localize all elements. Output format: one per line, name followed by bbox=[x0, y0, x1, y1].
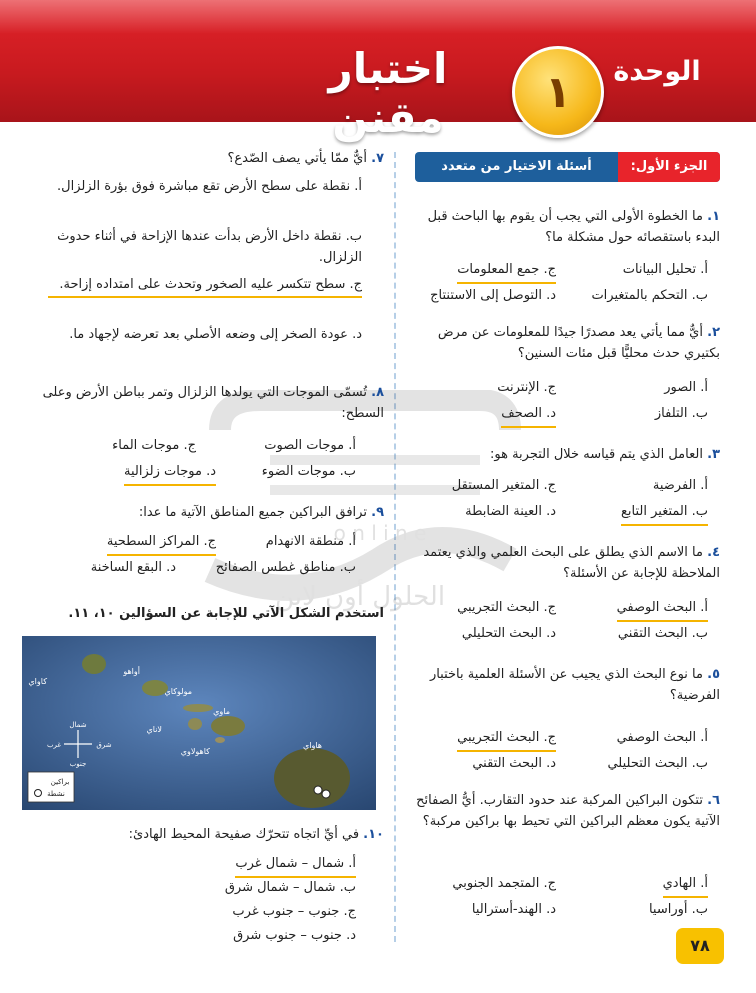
option-b[interactable]: ب. التحكم بالمتغيرات bbox=[591, 288, 708, 303]
question-2 bbox=[410, 322, 720, 364]
option-c[interactable]: ج. البحث التجريبي bbox=[457, 600, 556, 615]
option-d[interactable]: د. الصحف bbox=[501, 402, 556, 428]
map-label-lanai: لاناي bbox=[146, 725, 162, 734]
map-instruction: استخدم الشكل الآتي للإجابة عن السؤالين ١٠، ١١. bbox=[68, 606, 384, 621]
island-lanai bbox=[188, 718, 202, 730]
section-type-label: أسئلة الاختيار من متعدد bbox=[441, 159, 592, 174]
option-c[interactable]: ج. المتجمد الجنوبي bbox=[452, 876, 556, 891]
option-c[interactable]: ج. البحث التجريبي bbox=[457, 726, 556, 752]
question-8 bbox=[22, 382, 384, 424]
option-d[interactable]: د. البحث التقني bbox=[472, 756, 556, 771]
option-a[interactable]: أ. الفرضية bbox=[652, 478, 708, 493]
banner-shine bbox=[0, 0, 756, 34]
unit-banner bbox=[0, 0, 756, 142]
watermark-arabic: الحلول أون لاين bbox=[274, 582, 446, 612]
question-number: ٨. bbox=[371, 385, 384, 400]
question-4 bbox=[410, 542, 720, 584]
option-d[interactable]: د. البقع الساخنة bbox=[90, 560, 176, 575]
column-divider bbox=[394, 152, 396, 942]
question-number: ١٠. bbox=[363, 827, 384, 842]
unit-number-badge bbox=[512, 46, 604, 138]
option-b[interactable]: ب. شمال – شمال شرق bbox=[224, 880, 356, 895]
question-text: ترافق البراكين جميع المناطق الآتية ما عدا: bbox=[138, 505, 367, 520]
island-hawaii bbox=[274, 748, 350, 808]
option-c[interactable]: ج. جمع المعلومات bbox=[457, 258, 556, 284]
compass-north: شمال bbox=[69, 721, 87, 729]
map-label-kauai: كاواي bbox=[28, 677, 47, 686]
unit-word: الوحدة bbox=[613, 56, 701, 87]
option-d[interactable]: د. الهند-أستراليا bbox=[471, 902, 556, 917]
compass-west: غرب bbox=[46, 741, 62, 749]
question-text: ما الخطوة الأولى التي يجب أن يقوم بها الباحث قبل البدء باستقصائه حول مشكلة ما؟ bbox=[427, 209, 720, 245]
option-a[interactable]: أ. البحث الوصفي bbox=[616, 730, 708, 745]
question-7 bbox=[22, 148, 384, 169]
option-d[interactable]: د. التوصل إلى الاستنتاج bbox=[430, 288, 556, 303]
question-number: ١. bbox=[707, 209, 720, 224]
question-number: ٧. bbox=[371, 151, 384, 166]
question-text: أيٌّ مما يأتي يعد مصدرًا جيدًا للمعلومات عن مرض بكتيري حدث محليًّا قبل مئات السنين؟ bbox=[437, 325, 720, 361]
unit-number: ١ bbox=[544, 66, 572, 118]
map-label-hawaii: هاواي bbox=[302, 741, 322, 750]
question-text: العامل الذي يتم قياسه خلال التجربة هو: bbox=[489, 447, 703, 462]
question-6 bbox=[410, 790, 720, 832]
question-number: ٩. bbox=[371, 505, 384, 520]
option-b[interactable]: ب. أوراسيا bbox=[648, 902, 708, 917]
compass-east: شرق bbox=[96, 741, 112, 749]
option-a[interactable]: أ. تحليل البيانات bbox=[622, 262, 708, 277]
option-a[interactable]: أ. الصور bbox=[664, 380, 708, 395]
option-a[interactable]: أ. شمال – شمال غرب bbox=[235, 852, 356, 878]
active-volcano-marker bbox=[322, 790, 330, 798]
active-volcano-marker bbox=[314, 786, 322, 794]
island-kahoolawe bbox=[215, 737, 225, 743]
map-label-kahoolawe: كاهولاوي bbox=[180, 747, 210, 756]
question-number: ٥. bbox=[707, 667, 720, 682]
map-legend bbox=[28, 772, 74, 802]
question-7-option-b[interactable]: ب. نقطة داخل الأرض بدأت عندها الإزاحة في أثناء حدوث الزلزال. bbox=[57, 229, 362, 265]
question-number: ٣. bbox=[707, 447, 720, 462]
question-text: في أيِّ اتجاه تتحرّك صفيحة المحيط الهادئ: bbox=[128, 827, 360, 842]
question-text: تُسمّى الموجات التي يولدها الزلزال وتمر بباطن الأرض وعلى السطح: bbox=[42, 385, 384, 421]
hawaii-map bbox=[22, 636, 376, 810]
option-d[interactable]: د. موجات زلزالية bbox=[124, 460, 216, 486]
compass-south: جنوب bbox=[69, 760, 87, 768]
question-1 bbox=[410, 206, 720, 248]
question-text: ما الاسم الذي يطلق على البحث العلمي والذي يعتمد الملاحظة للإجابة عن الأسئلة؟ bbox=[423, 545, 720, 581]
question-9 bbox=[22, 502, 384, 523]
question-7-option-a[interactable]: أ. نقطة على سطح الأرض تقع مباشرة فوق بؤرة الزلزال. bbox=[57, 179, 362, 194]
map-label-molokai: مولوكاي bbox=[164, 687, 192, 696]
option-d[interactable]: د. جنوب – جنوب شرق bbox=[233, 928, 356, 943]
option-b[interactable]: ب. البحث التقني bbox=[617, 626, 708, 641]
option-b[interactable]: ب. التلفاز bbox=[654, 406, 708, 421]
page-title: اختبار مقنن bbox=[328, 44, 448, 142]
page-number: ٧٨ bbox=[676, 928, 724, 964]
legend-line-1: براكين bbox=[50, 778, 70, 786]
option-c[interactable]: ج. المراكز السطحية bbox=[107, 530, 216, 556]
question-number: ٦. bbox=[707, 793, 720, 808]
option-a[interactable]: أ. الهادي bbox=[663, 872, 708, 898]
option-a[interactable]: أ. منطقة الانهدام bbox=[265, 534, 356, 549]
question-number: ٤. bbox=[707, 545, 720, 560]
question-text: ما نوع البحث الذي يجيب عن الأسئلة العلمية باختبار الفرضية؟ bbox=[429, 667, 720, 703]
map-label-maui: ماوي bbox=[213, 707, 230, 716]
island-maui bbox=[211, 716, 245, 736]
option-b[interactable]: ب. موجات الضوء bbox=[261, 464, 356, 479]
option-c[interactable]: ج. جنوب – جنوب غرب bbox=[232, 904, 356, 919]
island-molokai bbox=[183, 704, 213, 712]
map-label-oahu: أواهو bbox=[123, 667, 140, 676]
option-a[interactable]: أ. البحث الوصفي bbox=[617, 596, 708, 622]
section-part-label: الجزء الأول: bbox=[618, 152, 720, 182]
legend-line-2: نشطة bbox=[47, 790, 65, 798]
option-c[interactable]: ج. موجات الماء bbox=[112, 438, 196, 453]
watermark-latin: o n l i n e bbox=[333, 521, 427, 545]
question-7-option-d[interactable]: د. عودة الصخر إلى وضعه الأصلي بعد تعرضه لإجهاد ما. bbox=[69, 327, 362, 342]
question-number: ٢. bbox=[707, 325, 720, 340]
option-b[interactable]: ب. البحث التحليلي bbox=[607, 756, 708, 771]
map-graphic bbox=[22, 636, 376, 810]
question-5 bbox=[410, 664, 720, 706]
island-kauai bbox=[82, 654, 106, 674]
question-7-option-c[interactable]: ج. سطح تتكسر عليه الصخور وتحدث على امتداده إزاحة. bbox=[48, 274, 362, 298]
question-text: تتكون البراكين المركبة عند حدود التقارب. أيُّ الصفائح الآتية يكون معظم البراكين التي تحيط بها براكين مركبة؟ bbox=[416, 793, 720, 829]
question-3 bbox=[410, 444, 720, 465]
option-c[interactable]: ج. الإنترنت bbox=[497, 380, 556, 395]
question-10 bbox=[22, 824, 384, 845]
option-b[interactable]: ب. المتغير التابع bbox=[621, 500, 708, 526]
question-text: أيٌّ ممّا يأتي يصف الصّدع؟ bbox=[227, 151, 367, 166]
option-a[interactable]: أ. موجات الصوت bbox=[264, 438, 356, 453]
option-d[interactable]: د. العينة الضابطة bbox=[465, 504, 556, 519]
option-b[interactable]: ب. مناطق غطس الصفائح bbox=[215, 560, 356, 575]
option-d[interactable]: د. البحث التحليلي bbox=[461, 626, 556, 641]
section-heading bbox=[415, 152, 720, 182]
option-c[interactable]: ج. المتغير المستقل bbox=[451, 478, 556, 493]
